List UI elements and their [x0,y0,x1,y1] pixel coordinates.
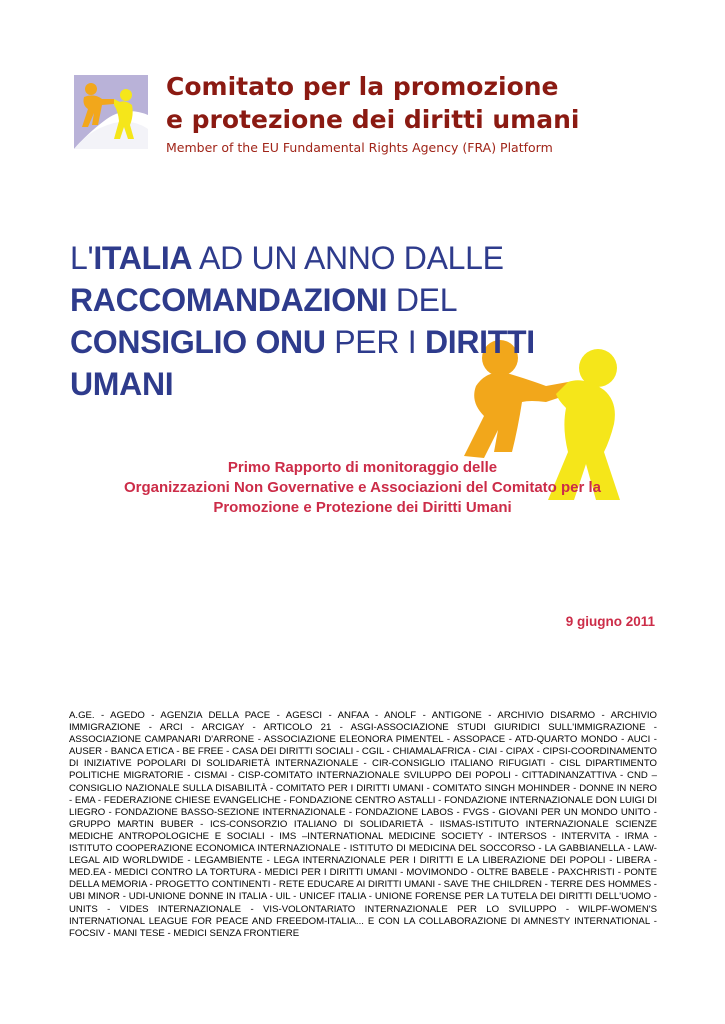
title-text-bold: CONSIGLIO ONU [70,324,326,360]
document-title [70,237,590,405]
title-line-3 [70,321,590,363]
title-text-bold: UMANI [70,366,174,402]
organization-name-line-2: e protezione dei diritti umani [166,105,580,134]
title-text-bold: RACCOMANDAZIONI [70,282,388,318]
report-subtitle-line-1: Primo Rapporto di monitoraggio delle [227,459,498,476]
report-subtitle [60,458,665,518]
organization-name [166,70,579,136]
report-date: 9 giugno 2011 [565,614,655,629]
member-organizations-list: A.GE. - AGEDO - AGENZIA DELLA PACE - AGESCI - ANFAA - ANOLF - ANTIGONE - ARCHIVIO DISARMO - ARCHIVIO IMMIGRAZIONE - ARCI - ARCIGAY - ARTICOLO 21 - ASGI-ASSOCIAZIONE STUDI GIURIDICI SULL'IMMIGRAZIONE - ASSOCIAZIONE CAMPANARI D'ARRONE - ASSOCIAZIONE ELEONORA PIMENTEL - ASSOPACE - ATD-QUARTO MONDO - AUCI - AUSER - BANCA ETICA - BE FREE - CASA DEI DIRITTI SOCIALI - CGIL - CHIAMALAFRICA - CIAI - CIPAX - CIPSI-COORDINAMENTO DI INIZIATIVE POPOLARI DI SOLIDARIETÀ INTERNAZIONALE - CIR-CONSIGLIO ITALIANO RIFUGIATI - CISL DIPARTIMENTO POLITICHE MIGRATORIE - CISMAI - CISP-COMITATO INTERNAZIONALE SVILUPPO DEI POPOLI - CITTADINANZATTIVA - CND – CONSIGLIO NAZIONALE SULLA DISABILITÀ - COMITATO PER I DIRITTI UMANI - COMITATO SINGH MOHINDER - DONNE IN NERO - EMA - FEDERAZIONE CHIESE EVANGELICHE - FONDAZIONE CENTRO ASTALLI - FONDAZIONE INTERNAZIONALE DON LUIGI DI LIEGRO - FONDAZIONE BASSO-SEZIONE INTERNAZIONALE - FONDAZIONE LABOS - FVGS - GIOVANI PER UN MONDO UNITO - GRUPPO MARTIN BUBER - ICS-CONSORZIO ITALIANO DI SOLIDARIETÀ - IISMAS-ISTITUTO INTERNAZIONALE SCIENZE MEDICHE ANTROPOLOGICHE E SOCIALI - IMS –INTERNATIONAL MEDICINE SOCIETY - INTERSOS - INTERVITA - IRMA - ISTITUTO COOPERAZIONE ECONOMICA INTERNAZIONALE - ISTITUTO DI MEDICINA DEL SOCCORSO - LA GABBIANELLA - LAW-LEGAL AID WORLDWIDE - LEGAMBIENTE - LEGA INTERNAZIONALE PER I DIRITTI E LA LIBERAZIONE DEI POPOLI - LIBERA - MED.EA - MEDICI CONTRO LA TORTURA - MEDICI PER I DIRITTI UMANI - MOVIMONDO - OLTRE BABELE - PAXCHRISTI - PONTE DELLA MEMORIA - PROGETTO CONTINENTI - RETE EDUCARE AI DIRITTI UMANI - SAVE THE CHILDREN - TERRE DES HOMMES - UBI MINOR - UDI-UNIONE DONNE IN ITALIA - UIL - UNICEF ITALIA - UNIONE FORENSE PER LA TUTELA DEI DIRITTI DELL'UOMO - UNITS - VIDES INTERNAZIONALE - VIS-VOLONTARIATO INTERNAZIONALE PER LO SVILUPPO - WILPF-WOMEN'S INTERNATIONAL LEAGUE FOR PEACE AND FREEDOM-ITALIA... E CON LA COLLABORAZIONE DI AMNESTY INTERNATIONAL - FOCSIV - MANI TESE - MEDICI SENZA FRONTIERE [69,710,657,939]
title-text: PER I [325,324,425,360]
report-subtitle-line-2: Organizzazioni Non Governative e Associazioni del Comitato per la [123,479,602,496]
title-text: L' [70,240,94,276]
logo-icon [74,75,148,149]
title-text-bold: DIRITTI [424,324,535,360]
title-text: AD UN ANNO DALLE [192,240,504,276]
title-text: DEL [387,282,458,318]
report-subtitle-line-3: Promozione e Protezione dei Diritti Umani [213,499,512,516]
organization-name-line-1: Comitato per la promozione [166,72,559,101]
organization-subtitle: Member of the EU Fundamental Rights Agency (FRA) Platform [166,140,553,155]
title-line-4 [70,363,590,405]
title-text-bold: ITALIA [93,240,193,276]
title-line-2 [70,279,590,321]
title-line-1 [70,237,590,279]
